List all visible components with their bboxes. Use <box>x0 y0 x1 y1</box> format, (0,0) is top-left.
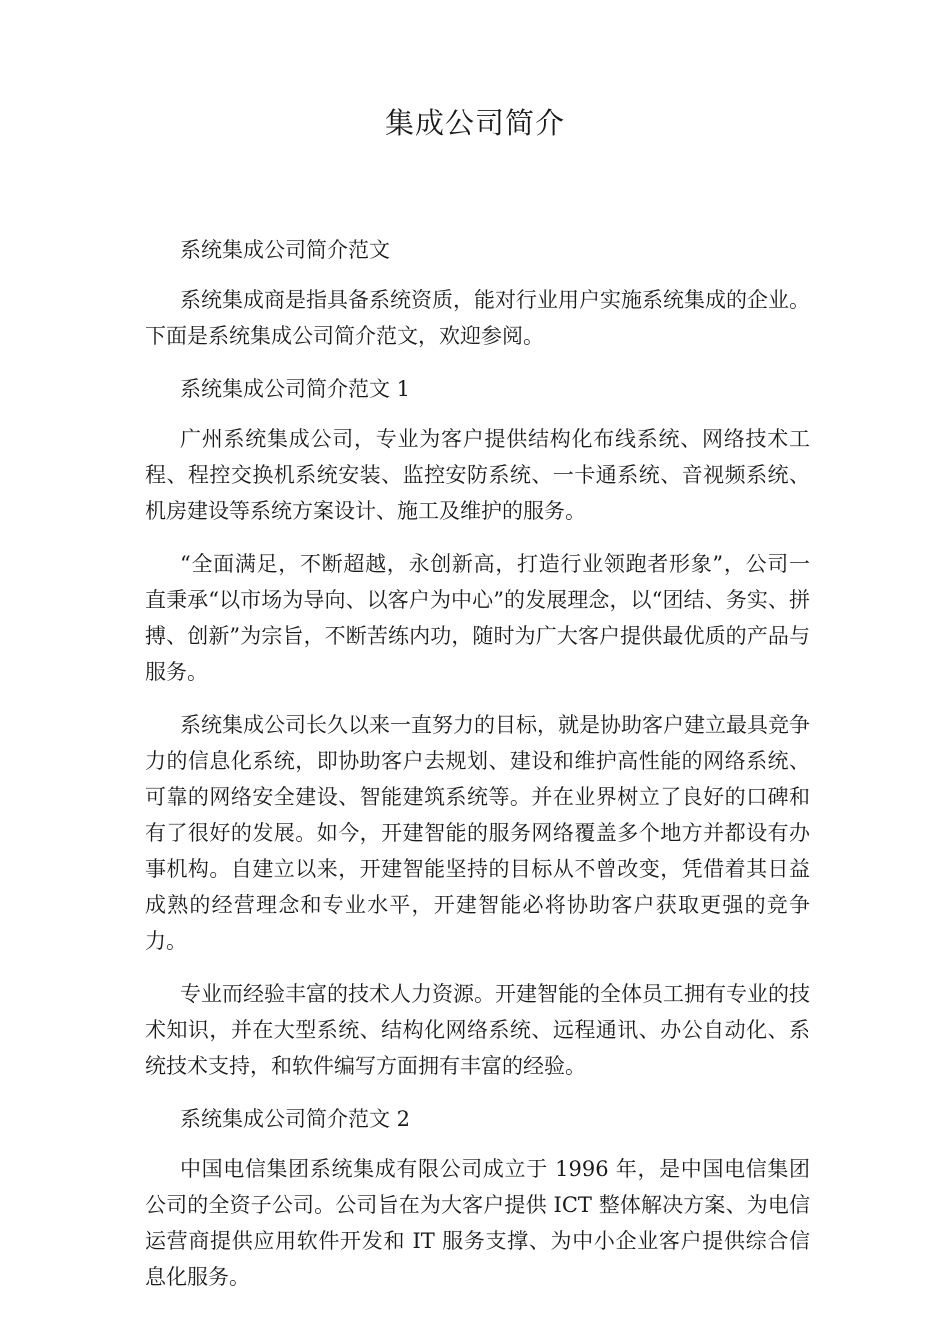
document-title: 集成公司简介 <box>384 106 565 140</box>
body-paragraph: “全面满足，不断超越，永创新高，打造行业领跑者形象”，公司一直秉承“以市场为导向、以客户为中心”的发展理念，以“团结、务实、拼搏、创新”为宗旨，不断苦练内功，随时为广大客户提供最优质的产品与服务。 <box>145 552 810 684</box>
body-paragraph: 系统集成公司长久以来一直努力的目标，就是协助客户建立最具竞争力的信息化系统，即协助客户去规划、建设和维护高性能的网络系统、可靠的网络安全建设、智能建筑系统等。并在业界树立了良好的口碑和有了很好的发展。如今，开建智能的服务网络覆盖多个地方并都设有办事机构。自建立以来，开建智能坚持的目标从不曾改变，凭借着其日益成熟的经营理念和专业水平，开建智能必将协助客户获取更强的竞争力。 <box>145 713 810 953</box>
body-paragraph: 广州系统集成公司，专业为客户提供结构化布线系统、网络技术工程、程控交换机系统安装、监控安防系统、一卡通系统、音视频系统、机房建设等系统方案设计、施工及维护的服务。 <box>145 427 810 523</box>
body-paragraph: 专业而经验丰富的技术人力资源。开建智能的全体员工拥有专业的技术知识，并在大型系统、结构化网络系统、远程通讯、办公自动化、系统技术支持，和软件编写方面拥有丰富的经验。 <box>145 982 810 1078</box>
section-heading: 系统集成公司简介范文 2 <box>180 1107 411 1131</box>
document-body <box>145 232 810 1312</box>
section-heading: 系统集成公司简介范文 <box>180 238 390 262</box>
body-paragraph: 中国电信集团系统集成有限公司成立于 1996 年，是中国电信集团公司的全资子公司。公司旨在为大客户提供 ICT 整体解决方案、为电信运营商提供应用软件开发和 IT 服务支撑、为中小企业客户提供综合信息化服务。 <box>145 1157 810 1289</box>
intro-paragraph: 系统集成商是指具备系统资质，能对行业用户实施系统集成的企业。下面是系统集成公司简介范文，欢迎参阅。 <box>145 288 810 348</box>
section-heading: 系统集成公司简介范文 1 <box>180 377 411 401</box>
